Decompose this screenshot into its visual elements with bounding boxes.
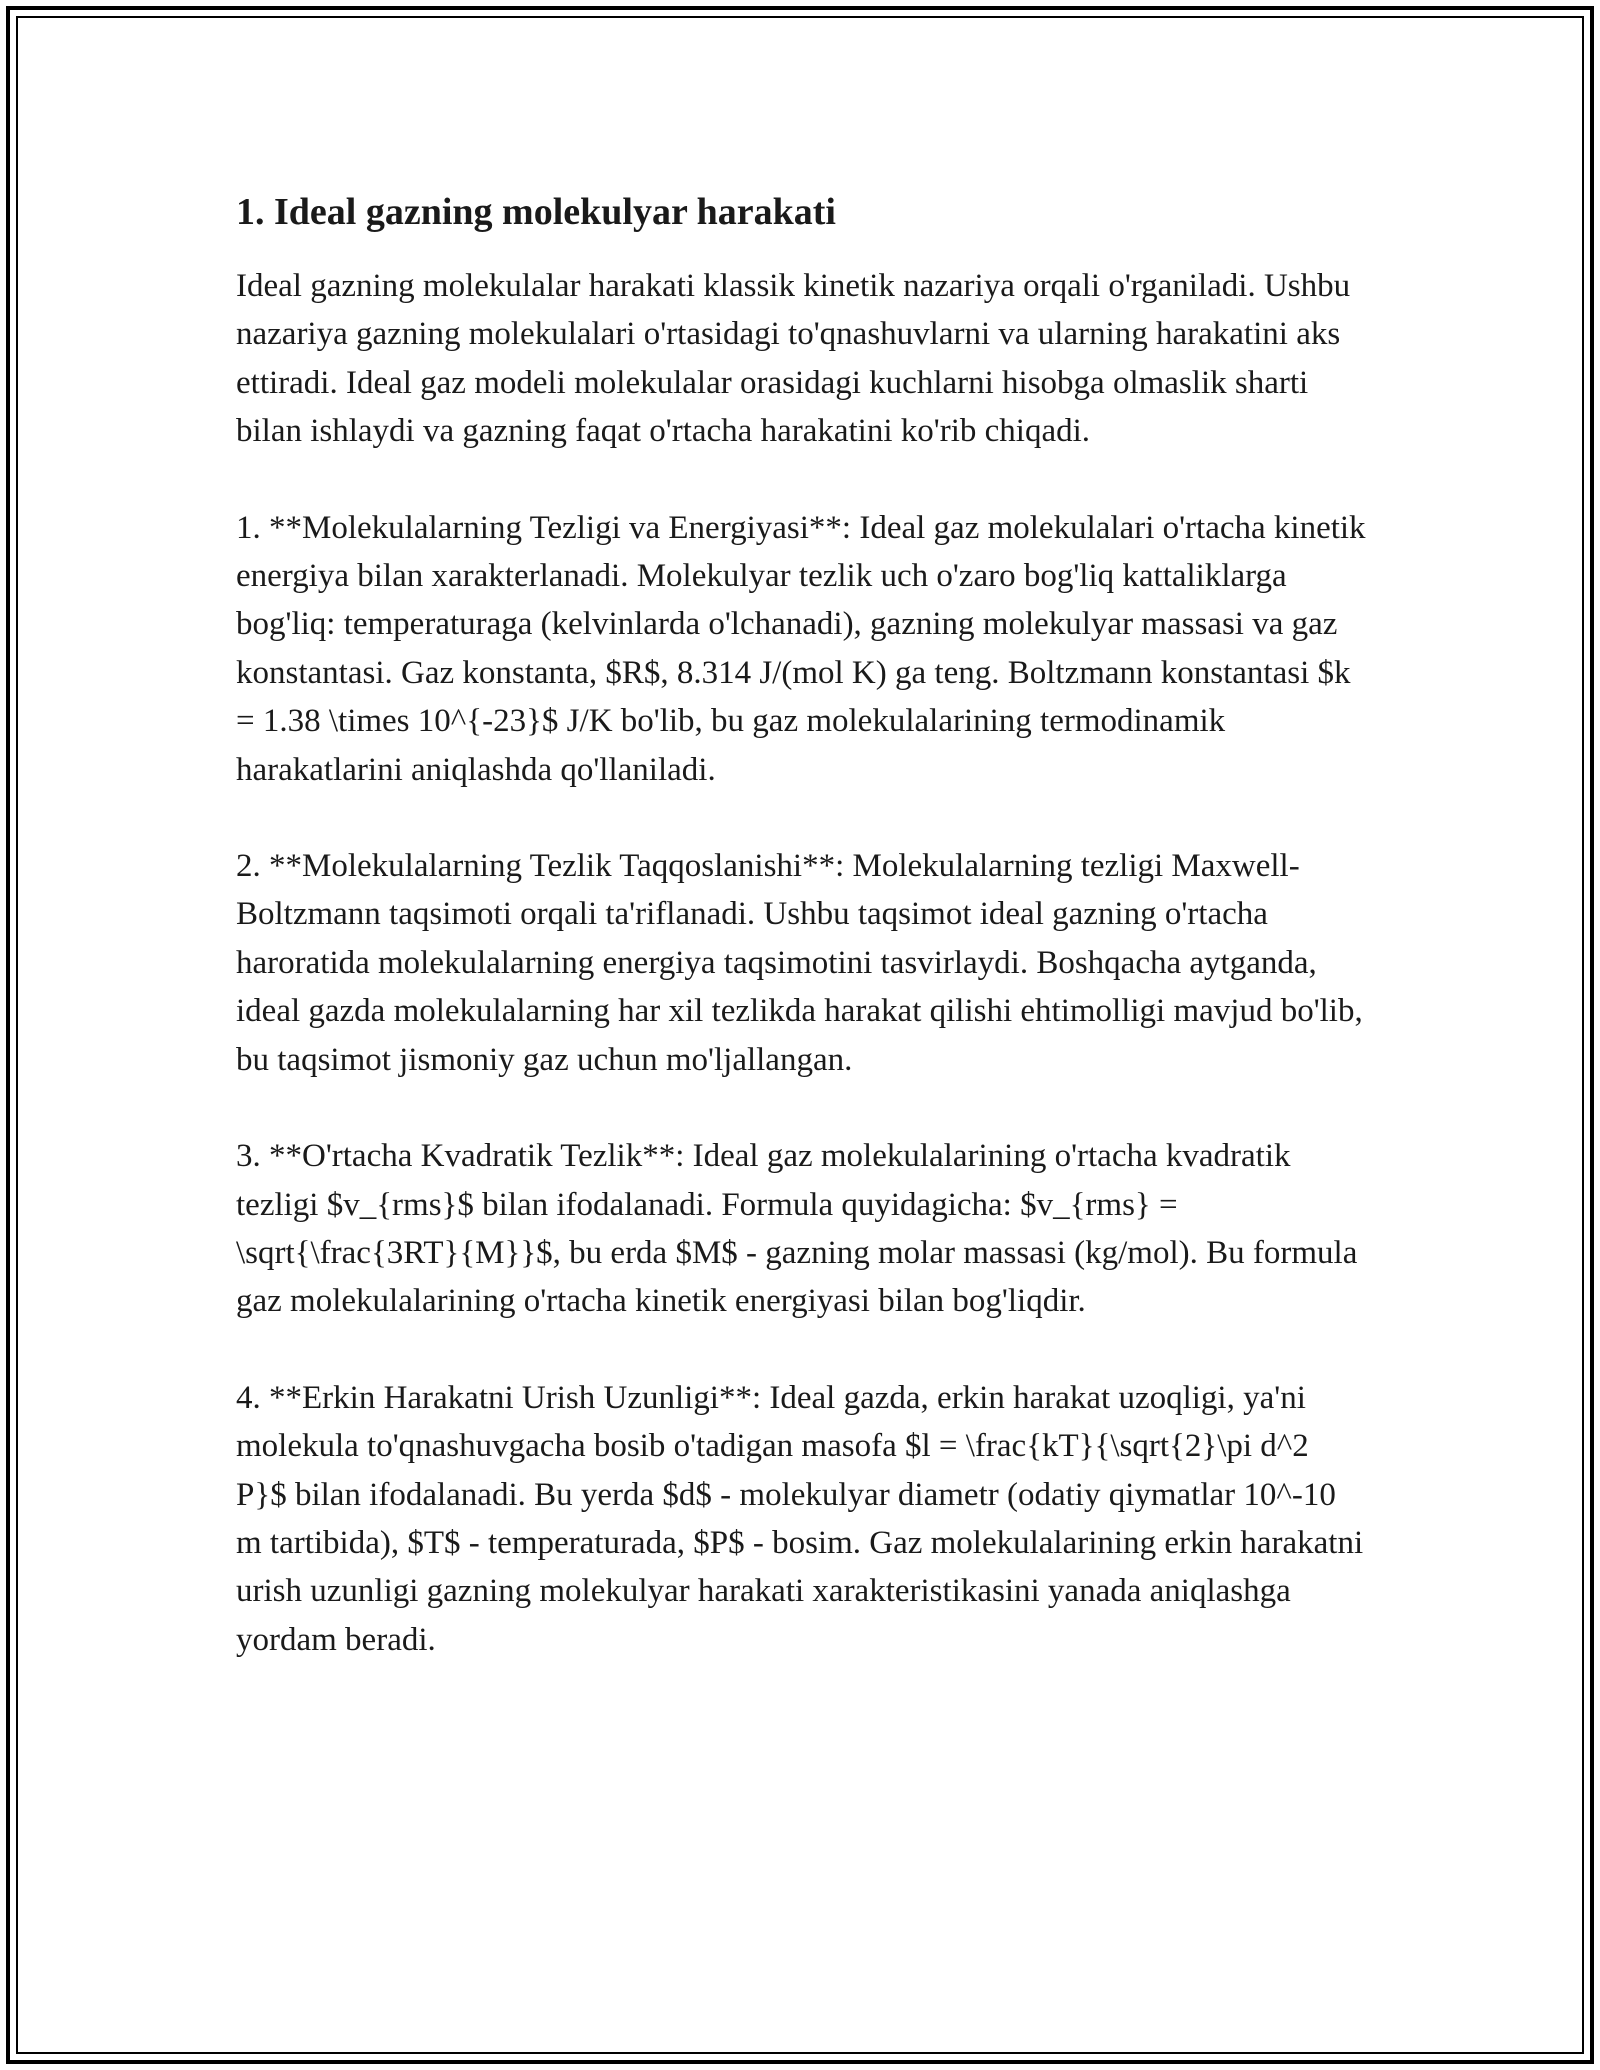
document-title: 1. Ideal gazning molekulyar harakati: [236, 191, 836, 233]
document-body: [236, 186, 1366, 1664]
intro-paragraph: Ideal gazning molekulalar harakati klassik kinetik nazariya orqali o'rganiladi. Ushbu nazariya gazning molekulalari o'rtasidagi to'qnashuvlarni va ularning harakatini aks ettiradi. Ideal gaz modeli molekulalar orasidagi kuchlarni hisobga olmaslik sharti bilan ishlaydi va gazning faqat o'rtacha harakatini ko'rib chiqadi.: [236, 268, 1351, 450]
paragraph-speed-distribution: 2. **Molekulalarning Tezlik Taqqoslanishi**: Molekulalarning tezligi Maxwell-Boltzmann taqsimoti orqali ta'riflanadi. Ushbu taqsimot ideal gazning o'rtacha haroratida molekulalarning energiya taqsimotini tasvirlaydi. Boshqacha aytganda, ideal gazda molekulalarning har xil tezlikda harakat qilishi ehtimolligi mavjud bo'lib, bu taqsimot jismoniy gaz uchun mo'ljallangan.: [236, 848, 1363, 1078]
paragraph-rms-speed: 3. **O'rtacha Kvadratik Tezlik**: Ideal gaz molekulalarining o'rtacha kvadratik tezligi $v_{rms}$ bilan ifodalanadi. Formula quyidagicha: $v_{rms} = \sqrt{\frac{3RT}{M}}$, bu erda $M$ - gazning molar massasi (kg/mol). Bu formula gaz molekulalarining o'rtacha kinetik energiyasi bilan bog'liqdir.: [236, 1138, 1358, 1320]
paragraph-mean-free-path: 4. **Erkin Harakatni Urish Uzunligi**: Ideal gazda, erkin harakat uzoqligi, ya'ni molekula to'qnashuvgacha bosib o'tadigan masofa $l = \frac{kT}{\sqrt{2}\pi d^2 P}$ bilan ifodalanadi. Bu yerda $d$ - molekulyar diametr (odatiy qiymatlar 10^-10 m tartibida), $T$ - temperaturada, $P$ - bosim. Gaz molekulalarining erkin harakatni urish uzunligi gazning molekulyar harakati xarakteristikasini yanada aniqlashga yordam beradi.: [236, 1379, 1364, 1658]
paragraph-speed-energy: 1. **Molekulalarning Tezligi va Energiyasi**: Ideal gaz molekulalari o'rtacha kinetik energiya bilan xarakterlanadi. Molekulyar tezlik uch o'zaro bog'liq kattaliklarga bog'liq: temperaturaga (kelvinlarda o'lchanadi), gazning molekulyar massasi va gaz konstantasi. Gaz konstanta, $R$, 8.314 J/(mol K) ga teng. Boltzmann konstantasi $k = 1.38 \times 10^{-23}$ J/K bo'lib, bu gaz molekulalarining termodinamik harakatlarini aniqlashda qo'llaniladi.: [236, 509, 1366, 788]
